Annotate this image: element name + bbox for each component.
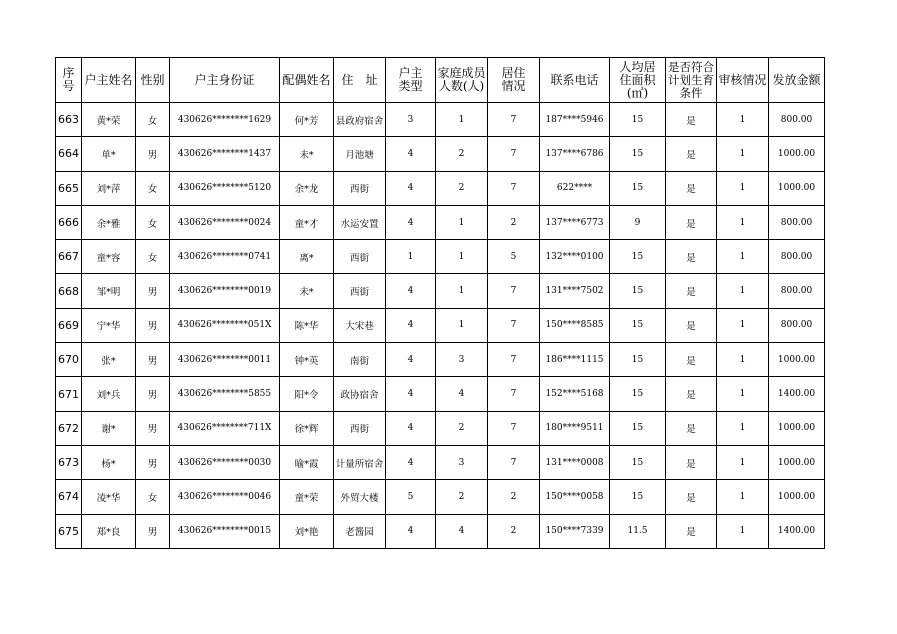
cell-seq: 663 (56, 103, 82, 137)
cell-phone: 187****5946 (540, 103, 610, 137)
cell-owner-name: 宁*华 (82, 308, 136, 342)
cell-seq: 669 (56, 308, 82, 342)
cell-residence: 7 (488, 171, 540, 205)
cell-residence: 7 (488, 308, 540, 342)
cell-family-planning: 是 (666, 171, 717, 205)
header-family-planning (666, 58, 717, 103)
cell-spouse-name: 未* (280, 137, 334, 171)
cell-review: 1 (717, 480, 769, 514)
cell-owner-id: 430626********0046 (170, 480, 280, 514)
cell-address: 县政府宿舍 (334, 103, 386, 137)
cell-spouse-name: 离* (280, 240, 334, 274)
header-amount-label: 发放金额 (772, 72, 821, 87)
header-owner-name-label: 户主姓名 (84, 72, 133, 87)
cell-review: 1 (717, 205, 769, 239)
cell-residence: 2 (488, 480, 540, 514)
cell-owner-id: 430626********0011 (170, 343, 280, 377)
cell-family-size: 4 (436, 514, 488, 548)
header-address (334, 58, 386, 103)
cell-family-size: 1 (436, 308, 488, 342)
subsidy-table (55, 57, 825, 549)
cell-owner-name: 谢* (82, 411, 136, 445)
header-residence-label: 居住情况 (501, 66, 526, 93)
cell-owner-name: 杨* (82, 445, 136, 479)
cell-spouse-name: 童*才 (280, 205, 334, 239)
cell-owner-type: 4 (386, 514, 436, 548)
cell-family-size: 2 (436, 480, 488, 514)
cell-gender: 男 (136, 308, 170, 342)
cell-phone: 152****5168 (540, 377, 610, 411)
cell-family-size: 2 (436, 137, 488, 171)
cell-owner-id: 430626********5855 (170, 377, 280, 411)
cell-seq: 674 (56, 480, 82, 514)
cell-owner-name: 刘*兵 (82, 377, 136, 411)
cell-residence: 7 (488, 274, 540, 308)
cell-owner-id: 430626********5120 (170, 171, 280, 205)
cell-family-size: 3 (436, 445, 488, 479)
cell-gender: 女 (136, 205, 170, 239)
cell-amount: 1400.00 (769, 377, 825, 411)
cell-owner-type: 4 (386, 445, 436, 479)
cell-owner-id: 430626********1437 (170, 137, 280, 171)
cell-owner-id: 430626********1629 (170, 103, 280, 137)
cell-seq: 666 (56, 205, 82, 239)
table-row (56, 308, 825, 342)
table-row (56, 480, 825, 514)
cell-owner-name: 凌*华 (82, 480, 136, 514)
cell-seq: 668 (56, 274, 82, 308)
cell-family-planning: 是 (666, 514, 717, 548)
cell-review: 1 (717, 343, 769, 377)
cell-spouse-name: 何*芳 (280, 103, 334, 137)
cell-area: 15 (610, 171, 666, 205)
header-residence (488, 58, 540, 103)
cell-gender: 男 (136, 445, 170, 479)
header-review (717, 58, 769, 103)
cell-owner-type: 4 (386, 137, 436, 171)
table-row (56, 103, 825, 137)
cell-seq: 672 (56, 411, 82, 445)
cell-amount: 1000.00 (769, 445, 825, 479)
cell-spouse-name: 钟*英 (280, 343, 334, 377)
cell-spouse-name: 徐*辉 (280, 411, 334, 445)
cell-amount: 1000.00 (769, 171, 825, 205)
cell-owner-type: 3 (386, 103, 436, 137)
cell-family-planning: 是 (666, 480, 717, 514)
cell-review: 1 (717, 137, 769, 171)
cell-gender: 男 (136, 137, 170, 171)
header-seq-label: 序号 (62, 66, 75, 93)
cell-address: 大宋巷 (334, 308, 386, 342)
cell-gender: 男 (136, 411, 170, 445)
cell-phone: 150****0058 (540, 480, 610, 514)
header-amount (769, 58, 825, 103)
cell-residence: 7 (488, 411, 540, 445)
header-family-size (436, 58, 488, 103)
table-row (56, 171, 825, 205)
header-phone (540, 58, 610, 103)
cell-area: 15 (610, 308, 666, 342)
header-gender-label: 性别 (140, 72, 165, 87)
cell-review: 1 (717, 240, 769, 274)
cell-review: 1 (717, 274, 769, 308)
cell-owner-name: 黄*荣 (82, 103, 136, 137)
header-spouse-name (280, 58, 334, 103)
cell-owner-name: 单* (82, 137, 136, 171)
cell-family-size: 4 (436, 377, 488, 411)
header-owner-type-label: 户主类型 (398, 66, 423, 93)
cell-family-size: 1 (436, 205, 488, 239)
cell-owner-id: 430626********0024 (170, 205, 280, 239)
cell-family-planning: 是 (666, 205, 717, 239)
cell-area: 15 (610, 480, 666, 514)
cell-residence: 7 (488, 445, 540, 479)
cell-amount: 800.00 (769, 274, 825, 308)
cell-amount: 1000.00 (769, 411, 825, 445)
cell-phone: 186****1115 (540, 343, 610, 377)
cell-address: 计量所宿舍 (334, 445, 386, 479)
cell-address: 政协宿舍 (334, 377, 386, 411)
cell-family-planning: 是 (666, 343, 717, 377)
cell-spouse-name: 余*龙 (280, 171, 334, 205)
cell-area: 15 (610, 137, 666, 171)
cell-phone: 150****8585 (540, 308, 610, 342)
cell-review: 1 (717, 411, 769, 445)
cell-owner-type: 4 (386, 343, 436, 377)
header-spouse-name-label: 配偶姓名 (282, 72, 331, 87)
header-seq (56, 58, 82, 103)
cell-area: 11.5 (610, 514, 666, 548)
cell-family-size: 1 (436, 240, 488, 274)
cell-phone: 180****9511 (540, 411, 610, 445)
cell-review: 1 (717, 103, 769, 137)
cell-amount: 800.00 (769, 240, 825, 274)
cell-owner-type: 4 (386, 411, 436, 445)
cell-spouse-name: 阳*令 (280, 377, 334, 411)
cell-review: 1 (717, 308, 769, 342)
table-row (56, 514, 825, 548)
cell-family-size: 3 (436, 343, 488, 377)
cell-gender: 女 (136, 171, 170, 205)
cell-family-size: 1 (436, 103, 488, 137)
cell-review: 1 (717, 514, 769, 548)
cell-area: 15 (610, 274, 666, 308)
cell-address: 西街 (334, 171, 386, 205)
header-address-label: 住 址 (341, 72, 378, 87)
cell-phone: 137****6773 (540, 205, 610, 239)
cell-spouse-name: 刘*艳 (280, 514, 334, 548)
cell-residence: 7 (488, 137, 540, 171)
header-review-label: 审核情况 (718, 72, 767, 87)
cell-owner-name: 邹*明 (82, 274, 136, 308)
cell-owner-name: 张* (82, 343, 136, 377)
cell-address: 月池塘 (334, 137, 386, 171)
cell-residence: 2 (488, 205, 540, 239)
table-row (56, 240, 825, 274)
cell-seq: 673 (56, 445, 82, 479)
cell-area: 9 (610, 205, 666, 239)
cell-gender: 女 (136, 240, 170, 274)
header-owner-type (386, 58, 436, 103)
cell-seq: 667 (56, 240, 82, 274)
cell-family-size: 1 (436, 274, 488, 308)
cell-phone: 131****7502 (540, 274, 610, 308)
cell-area: 15 (610, 103, 666, 137)
cell-owner-id: 430626********051X (170, 308, 280, 342)
cell-amount: 800.00 (769, 103, 825, 137)
cell-owner-type: 4 (386, 274, 436, 308)
cell-review: 1 (717, 171, 769, 205)
cell-spouse-name: 童*荣 (280, 480, 334, 514)
table-row (56, 445, 825, 479)
cell-owner-type: 4 (386, 377, 436, 411)
cell-area: 15 (610, 377, 666, 411)
table-row (56, 343, 825, 377)
cell-family-planning: 是 (666, 240, 717, 274)
cell-owner-id: 430626********0741 (170, 240, 280, 274)
cell-address: 西街 (334, 240, 386, 274)
cell-gender: 男 (136, 343, 170, 377)
cell-area: 15 (610, 240, 666, 274)
cell-owner-id: 430626********0015 (170, 514, 280, 548)
cell-phone: 150****7339 (540, 514, 610, 548)
header-owner-id (170, 58, 280, 103)
cell-family-planning: 是 (666, 308, 717, 342)
cell-residence: 7 (488, 103, 540, 137)
cell-owner-name: 刘*萍 (82, 171, 136, 205)
cell-residence: 7 (488, 343, 540, 377)
table-row (56, 137, 825, 171)
header-family-planning-label: 是否符合计划生育条件 (668, 59, 714, 100)
cell-area: 15 (610, 343, 666, 377)
header-family-size-label: 家庭成员人数(人) (437, 66, 486, 93)
cell-owner-id: 430626********711X (170, 411, 280, 445)
cell-family-planning: 是 (666, 445, 717, 479)
cell-phone: 137****6786 (540, 137, 610, 171)
cell-seq: 670 (56, 343, 82, 377)
cell-address: 西街 (334, 274, 386, 308)
cell-address: 西街 (334, 411, 386, 445)
cell-seq: 675 (56, 514, 82, 548)
cell-family-planning: 是 (666, 274, 717, 308)
cell-phone: 622**** (540, 171, 610, 205)
cell-review: 1 (717, 377, 769, 411)
cell-gender: 男 (136, 274, 170, 308)
cell-amount: 1000.00 (769, 343, 825, 377)
table-row (56, 274, 825, 308)
cell-spouse-name: 未* (280, 274, 334, 308)
cell-owner-name: 童*容 (82, 240, 136, 274)
table-row (56, 205, 825, 239)
cell-amount: 1000.00 (769, 480, 825, 514)
table-row (56, 377, 825, 411)
header-area-label: 人均居住面积(㎡) (619, 59, 656, 100)
cell-gender: 男 (136, 514, 170, 548)
cell-residence: 7 (488, 377, 540, 411)
cell-area: 15 (610, 411, 666, 445)
cell-family-size: 2 (436, 171, 488, 205)
cell-gender: 女 (136, 103, 170, 137)
cell-address: 外贸大楼 (334, 480, 386, 514)
cell-address: 水运安置 (334, 205, 386, 239)
cell-address: 老酱园 (334, 514, 386, 548)
header-area (610, 58, 666, 103)
cell-residence: 2 (488, 514, 540, 548)
header-owner-name (82, 58, 136, 103)
cell-owner-id: 430626********0030 (170, 445, 280, 479)
cell-owner-type: 5 (386, 480, 436, 514)
cell-owner-name: 余*雅 (82, 205, 136, 239)
header-phone-label: 联系电话 (550, 72, 599, 87)
cell-review: 1 (717, 445, 769, 479)
cell-residence: 5 (488, 240, 540, 274)
cell-family-planning: 是 (666, 103, 717, 137)
cell-owner-name: 郑*良 (82, 514, 136, 548)
cell-address: 南街 (334, 343, 386, 377)
cell-gender: 女 (136, 480, 170, 514)
cell-owner-type: 4 (386, 171, 436, 205)
cell-gender: 男 (136, 377, 170, 411)
table-row (56, 411, 825, 445)
cell-family-size: 2 (436, 411, 488, 445)
cell-family-planning: 是 (666, 377, 717, 411)
header-owner-id-label: 户主身份证 (194, 72, 255, 87)
cell-spouse-name: 喻*霞 (280, 445, 334, 479)
cell-spouse-name: 陈*华 (280, 308, 334, 342)
cell-amount: 1400.00 (769, 514, 825, 548)
cell-owner-id: 430626********0019 (170, 274, 280, 308)
cell-family-planning: 是 (666, 137, 717, 171)
header-gender (136, 58, 170, 103)
cell-phone: 132****0100 (540, 240, 610, 274)
cell-phone: 131****0008 (540, 445, 610, 479)
cell-amount: 800.00 (769, 205, 825, 239)
cell-seq: 671 (56, 377, 82, 411)
cell-owner-type: 1 (386, 240, 436, 274)
cell-amount: 1000.00 (769, 137, 825, 171)
cell-area: 15 (610, 445, 666, 479)
cell-seq: 664 (56, 137, 82, 171)
header-row (56, 58, 825, 103)
cell-seq: 665 (56, 171, 82, 205)
cell-owner-type: 4 (386, 205, 436, 239)
cell-family-planning: 是 (666, 411, 717, 445)
cell-amount: 800.00 (769, 308, 825, 342)
cell-owner-type: 4 (386, 308, 436, 342)
